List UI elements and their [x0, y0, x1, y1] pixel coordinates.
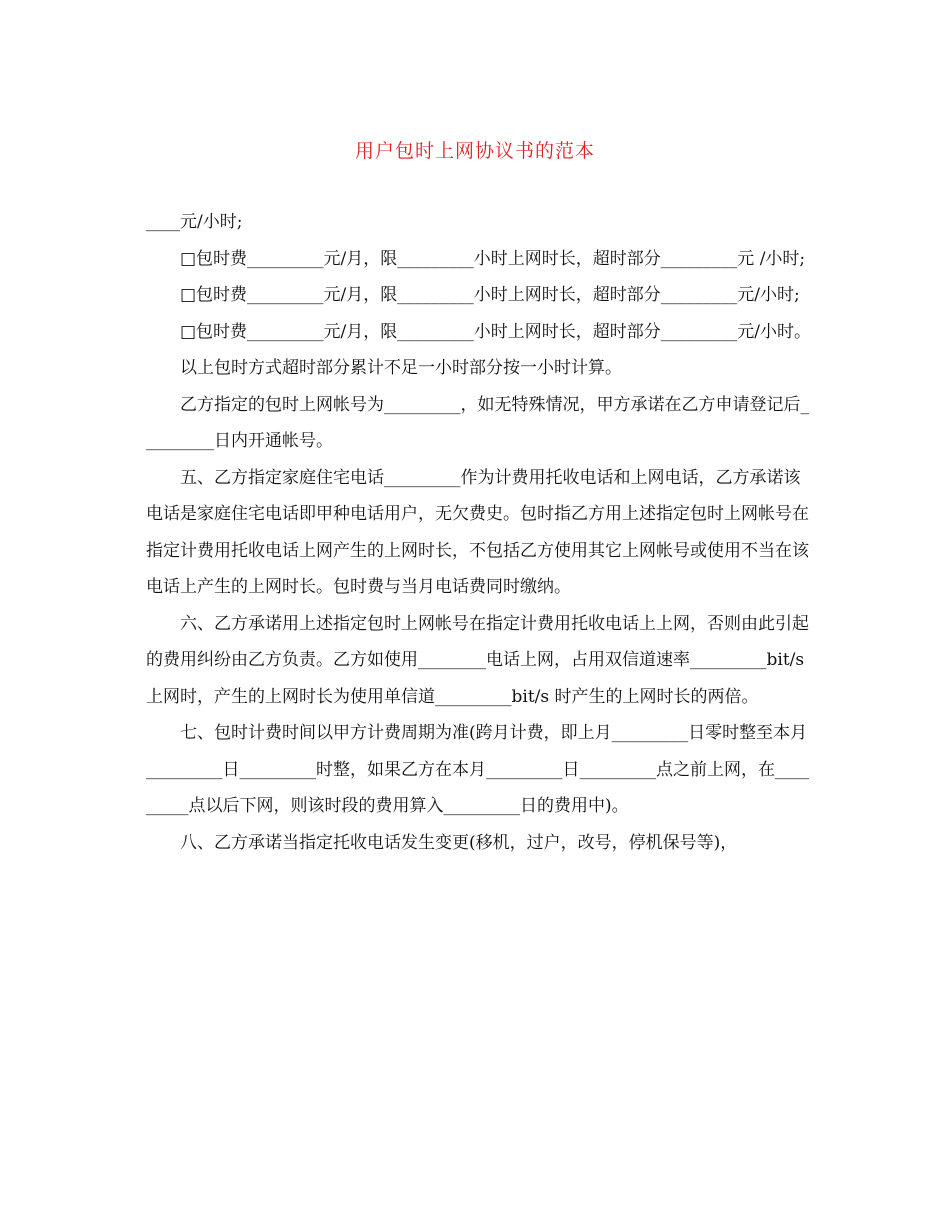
- body-paragraph: 八、乙方承诺当指定托收电话发生变更(移机，过户，改号，停机保号等)，: [180, 832, 738, 853]
- body-paragraph: 以上包时方式超时部分累计不足一小时部分按一小时计算。: [180, 358, 622, 378]
- body-paragraph: □包时费_________元/月，限_________小时上网时长，超时部分_________元 /小时;: [180, 248, 806, 269]
- body-paragraph: ____元/小时;: [146, 212, 243, 232]
- body-paragraph: 七、包时计费时间以甲方计费周期为准(跨月计费，即上月_________日零时整至本月_________日_________时整，如果乙方在本月_________日_________点之前上网，在_________点以后下网，则该时段的费用算入_________日的费用中)。: [146, 723, 809, 816]
- body-paragraph: 六、乙方承诺用上述指定包时上网帐号在指定计费用托收电话上上网，否则由此引起的费用纠纷由乙方负责。乙方如使用________电话上网，占用双信道速率_________bit/s 上网时，产生的上网时长为使用单信道_________bit/s 时产生的上网时长的两倍。: [146, 613, 810, 707]
- body-paragraph: □包时费_________元/月，限_________小时上网时长，超时部分_________元/小时;: [180, 285, 800, 305]
- document-body: [146, 204, 812, 861]
- document-title: 用户包时上网协议书的范本: [354, 140, 595, 162]
- body-paragraph: 五、乙方指定家庭住宅电话_________作为计费用托收电话和上网电话，乙方承诺该电话是家庭住宅电话即甲种电话用户，无欠费史。包时指乙方用上述指定包时上网帐号在指定计费用托收电话上网产生的上网时长，不包括乙方使用其它上网帐号或使用不当在该电话上产生的上网时长。包时费与当月电话费同时缴纳。: [146, 467, 809, 597]
- body-paragraph: 乙方指定的包时上网帐号为_________，如无特殊情况，甲方承诺在乙方申请登记后_________日内开通帐号。: [146, 394, 809, 451]
- body-paragraph: □包时费_________元/月，限_________小时上网时长，超时部分_________元/小时。: [180, 321, 812, 342]
